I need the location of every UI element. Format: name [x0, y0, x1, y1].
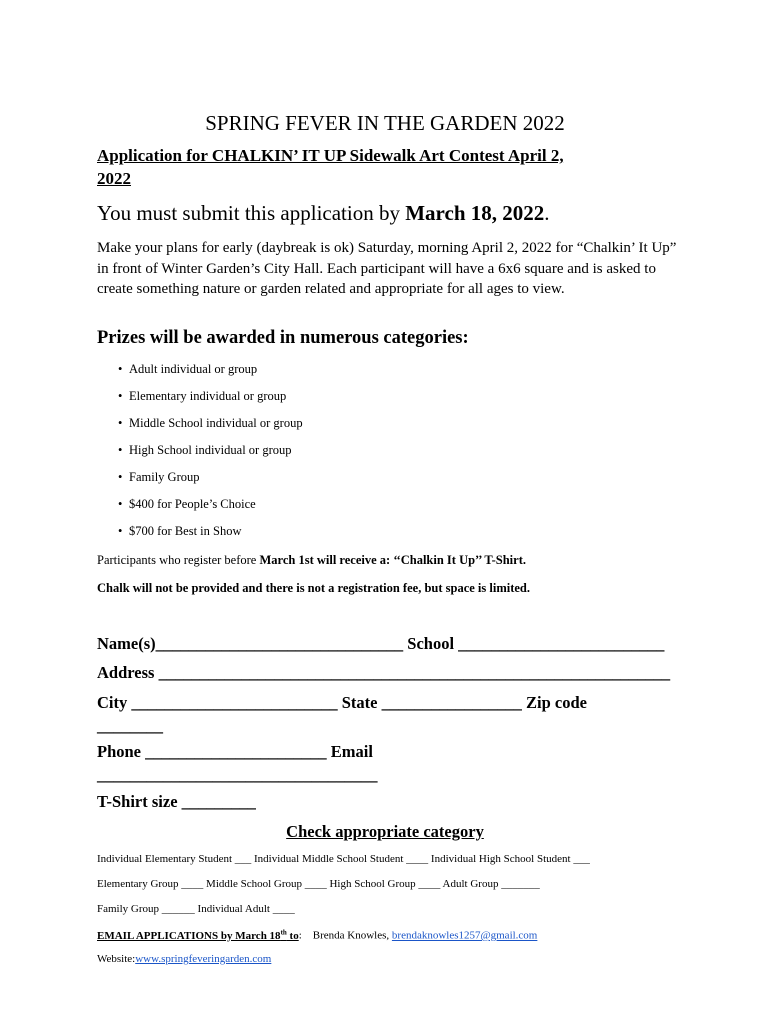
city-state-zip-field[interactable]: City _________________________ State _________________ Zip code — [97, 693, 587, 712]
prize-category-item — [118, 389, 286, 404]
prize-category-item — [118, 362, 257, 377]
website-line — [97, 953, 271, 965]
bullet-icon: • — [118, 389, 123, 403]
deadline-statement — [97, 201, 550, 226]
deadline-date: March 18, 2022 — [405, 201, 545, 225]
bullet-icon: • — [118, 362, 123, 376]
tshirt-size-field[interactable]: T-Shirt size _________ — [97, 792, 256, 811]
check-category-heading: Check appropriate category — [286, 822, 484, 841]
address-field[interactable]: Address ______________________________________________________________ — [97, 663, 671, 682]
chalk-note: Chalk will not be provided and there is not a registration fee, but space is limited. — [97, 581, 531, 595]
email-contact-name: Brenda Knowles, — [301, 929, 392, 942]
bullet-icon: • — [118, 524, 123, 538]
category-row[interactable]: Elementary Group ____ Middle School Group ____ High School Group ____ Adult Group _______ — [97, 878, 540, 890]
email-label — [97, 930, 299, 942]
prize-category-label: Elementary individual or group — [129, 389, 287, 403]
tshirt-note — [97, 553, 526, 568]
category-row[interactable]: Family Group ______ Individual Adult ____ — [97, 903, 295, 915]
prize-category-label: $400 for People’s Choice — [129, 497, 256, 511]
website-link[interactable]: www.springfeveringarden.com — [135, 953, 272, 965]
bullet-icon: • — [118, 497, 123, 511]
intro-paragraph: Make your plans for early (daybreak is ok) Saturday, morning April 2, 2022 for “Chalkin’ It Up” in front of Winter Garden’s City Hall. Each participant will have a 6x6 square and is asked to create something nature or garden related and appropriate for all ages to view. — [97, 240, 677, 297]
prize-category-label: Middle School individual or group — [129, 416, 303, 430]
deadline-suffix: . — [544, 201, 550, 225]
prize-category-label: High School individual or group — [129, 443, 292, 457]
prize-category-item — [118, 416, 303, 431]
email-instructions — [97, 928, 537, 942]
prize-category-item — [118, 470, 199, 485]
website-label: Website: — [97, 953, 136, 965]
prize-category-item — [118, 524, 242, 539]
category-row[interactable]: Individual Elementary Student ___ Individual Middle School Student ____ Individual High School Student ___ — [97, 853, 590, 865]
email-colon: : — [298, 929, 302, 942]
prize-category-label: $700 for Best in Show — [129, 524, 242, 538]
tshirt-note-prefix: Participants who register before — [97, 553, 260, 567]
bullet-icon: • — [118, 443, 123, 457]
bullet-icon: • — [118, 470, 123, 484]
zip-code-blank[interactable]: ________ — [97, 716, 163, 735]
email-link[interactable]: brendaknowles1257@gmail.com — [391, 929, 538, 942]
prize-category-label: Adult individual or group — [129, 362, 258, 376]
email-blank[interactable]: __________________________________ — [97, 765, 378, 784]
application-heading-line2: 2022 — [97, 169, 131, 188]
tshirt-note-bold: March 1st will receive a: ‘‘Chalkin It Up’’ T-Shirt. — [259, 553, 526, 567]
phone-email-field[interactable]: Phone ______________________ Email — [97, 742, 373, 761]
email-label-sup: th — [280, 928, 287, 936]
name-school-field[interactable]: Name(s)______________________________ School _________________________ — [97, 634, 665, 653]
email-label-to: to — [286, 929, 299, 942]
prizes-heading: Prizes will be awarded in numerous categories: — [97, 328, 469, 348]
page-title: SPRING FEVER IN THE GARDEN 2022 — [205, 111, 565, 135]
prize-category-label: Family Group — [129, 470, 200, 484]
deadline-prefix: You must submit this application by — [97, 201, 406, 225]
application-heading-line1: Application for CHALKIN’ IT UP Sidewalk Art Contest April 2, — [97, 146, 564, 165]
bullet-icon: • — [118, 416, 123, 430]
prize-category-item — [118, 443, 292, 458]
prize-category-item — [118, 497, 256, 512]
email-label-text: EMAIL APPLICATIONS by March 18 — [97, 929, 281, 942]
